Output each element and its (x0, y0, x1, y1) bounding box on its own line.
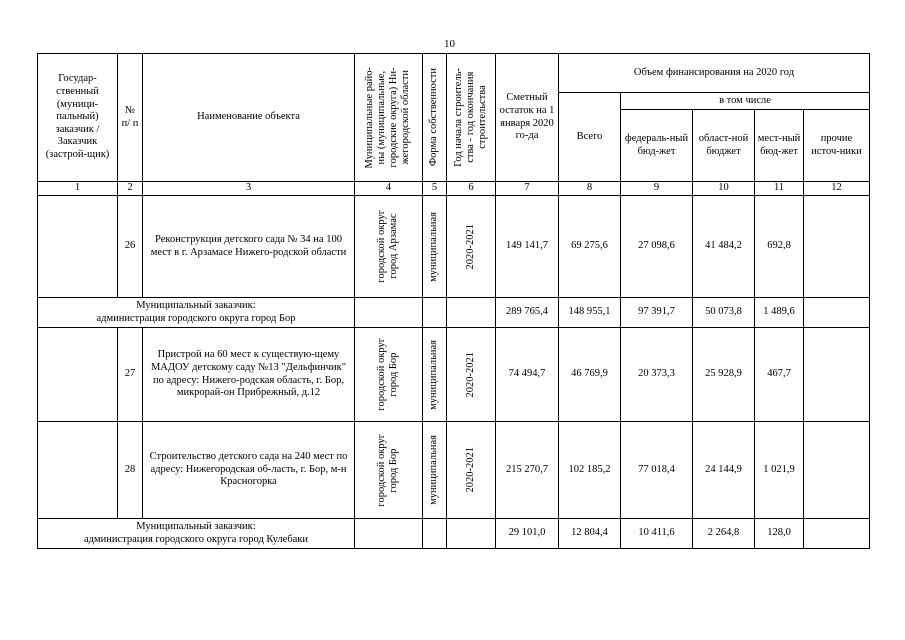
other-cell (804, 422, 870, 519)
federal-cell: 20 373,3 (621, 328, 693, 422)
header-including: в том числе (621, 93, 870, 110)
years-cell: 2020-2021 (447, 196, 496, 298)
other-cell (804, 328, 870, 422)
header-funding: Объем финансирования на 2020 год (559, 54, 870, 93)
column-number: 5 (423, 182, 447, 196)
balance-cell: 215 270,7 (496, 422, 559, 519)
object-name: Пристрой на 60 мест к существую-щему МАДОУ детскому саду №13 "Дельфинчик" по адресу: Нижего-родская область, г. Бор, микрорай-он Прибрежный, д.12 (143, 328, 355, 422)
header-total: Всего (559, 93, 621, 182)
group-label: Муниципальный заказчик: администрация городского округа город Кулебаки (38, 519, 355, 549)
column-number: 1 (38, 182, 118, 196)
other-cell (804, 519, 870, 549)
column-number: 4 (355, 182, 423, 196)
regional-cell: 50 073,8 (693, 298, 755, 328)
balance-cell: 289 765,4 (496, 298, 559, 328)
district-cell: городской округ город Бор (355, 422, 423, 519)
column-number: 11 (755, 182, 804, 196)
ownership-cell: муниципальная (423, 422, 447, 519)
group-row (38, 298, 870, 328)
balance-cell: 149 141,7 (496, 196, 559, 298)
local-cell: 128,0 (755, 519, 804, 549)
district-cell: городской округ город Бор (355, 328, 423, 422)
customer-cell (38, 328, 118, 422)
other-cell (804, 298, 870, 328)
header-customer: Государ-ственный (муници-пальный) заказчик / Заказчик (застрой-щик) (38, 54, 118, 182)
column-number: 6 (447, 182, 496, 196)
regional-cell: 2 264,8 (693, 519, 755, 549)
table-row (38, 328, 870, 422)
federal-cell: 10 411,6 (621, 519, 693, 549)
header-object-name: Наименование объекта (143, 54, 355, 182)
header-other: прочие источ-ники (804, 110, 870, 182)
total-cell: 46 769,9 (559, 328, 621, 422)
federal-cell: 97 391,7 (621, 298, 693, 328)
regional-cell: 24 144,9 (693, 422, 755, 519)
total-cell: 69 275,6 (559, 196, 621, 298)
header-balance: Сметный остаток на 1 января 2020 го-да (496, 54, 559, 182)
customer-cell (38, 422, 118, 519)
years-cell: 2020-2021 (447, 328, 496, 422)
page-number: 10 (444, 38, 455, 50)
total-cell: 12 804,4 (559, 519, 621, 549)
group-row (38, 519, 870, 549)
total-cell: 148 955,1 (559, 298, 621, 328)
group-label: Муниципальный заказчик: администрация городского округа город Бор (38, 298, 355, 328)
header-ownership: Форма собственности (423, 54, 447, 182)
balance-cell: 74 494,7 (496, 328, 559, 422)
row-number: 28 (118, 422, 143, 519)
federal-cell: 27 098,6 (621, 196, 693, 298)
column-numbers-row (38, 182, 870, 196)
other-cell (804, 196, 870, 298)
header-local: мест-ный бюд-жет (755, 110, 804, 182)
customer-cell (38, 196, 118, 298)
header-years: Год начала строитель- ства - год окончания строительства (447, 54, 496, 182)
column-number: 12 (804, 182, 870, 196)
header-regional: област-ной бюджет (693, 110, 755, 182)
column-number: 10 (693, 182, 755, 196)
row-number: 26 (118, 196, 143, 298)
ownership-cell: муниципальная (423, 196, 447, 298)
years-cell: 2020-2021 (447, 422, 496, 519)
object-name: Реконструкция детского сада № 34 на 100 мест в г. Арзамасе Нижего-родской области (143, 196, 355, 298)
ownership-cell: муниципальная (423, 328, 447, 422)
column-number: 3 (143, 182, 355, 196)
federal-cell: 77 018,4 (621, 422, 693, 519)
local-cell: 692,8 (755, 196, 804, 298)
table-row (38, 422, 870, 519)
row-number: 27 (118, 328, 143, 422)
object-name: Строительство детского сада на 240 мест по адресу: Нижегородская об-ласть, г. Бор, м-н Красногорка (143, 422, 355, 519)
column-number: 9 (621, 182, 693, 196)
header-district: Муниципальные райо- ны (муниципальные, городские округа) Ни- жегородской области (355, 54, 423, 182)
financing-table (37, 53, 870, 549)
regional-cell: 41 484,2 (693, 196, 755, 298)
local-cell: 1 021,9 (755, 422, 804, 519)
balance-cell: 29 101,0 (496, 519, 559, 549)
table-row (38, 196, 870, 298)
regional-cell: 25 928,9 (693, 328, 755, 422)
column-number: 7 (496, 182, 559, 196)
local-cell: 467,7 (755, 328, 804, 422)
local-cell: 1 489,6 (755, 298, 804, 328)
district-cell: городской округ город Арзамас (355, 196, 423, 298)
column-number: 2 (118, 182, 143, 196)
header-num: № п/ п (118, 54, 143, 182)
column-number: 8 (559, 182, 621, 196)
header-federal: федераль-ный бюд-жет (621, 110, 693, 182)
total-cell: 102 185,2 (559, 422, 621, 519)
